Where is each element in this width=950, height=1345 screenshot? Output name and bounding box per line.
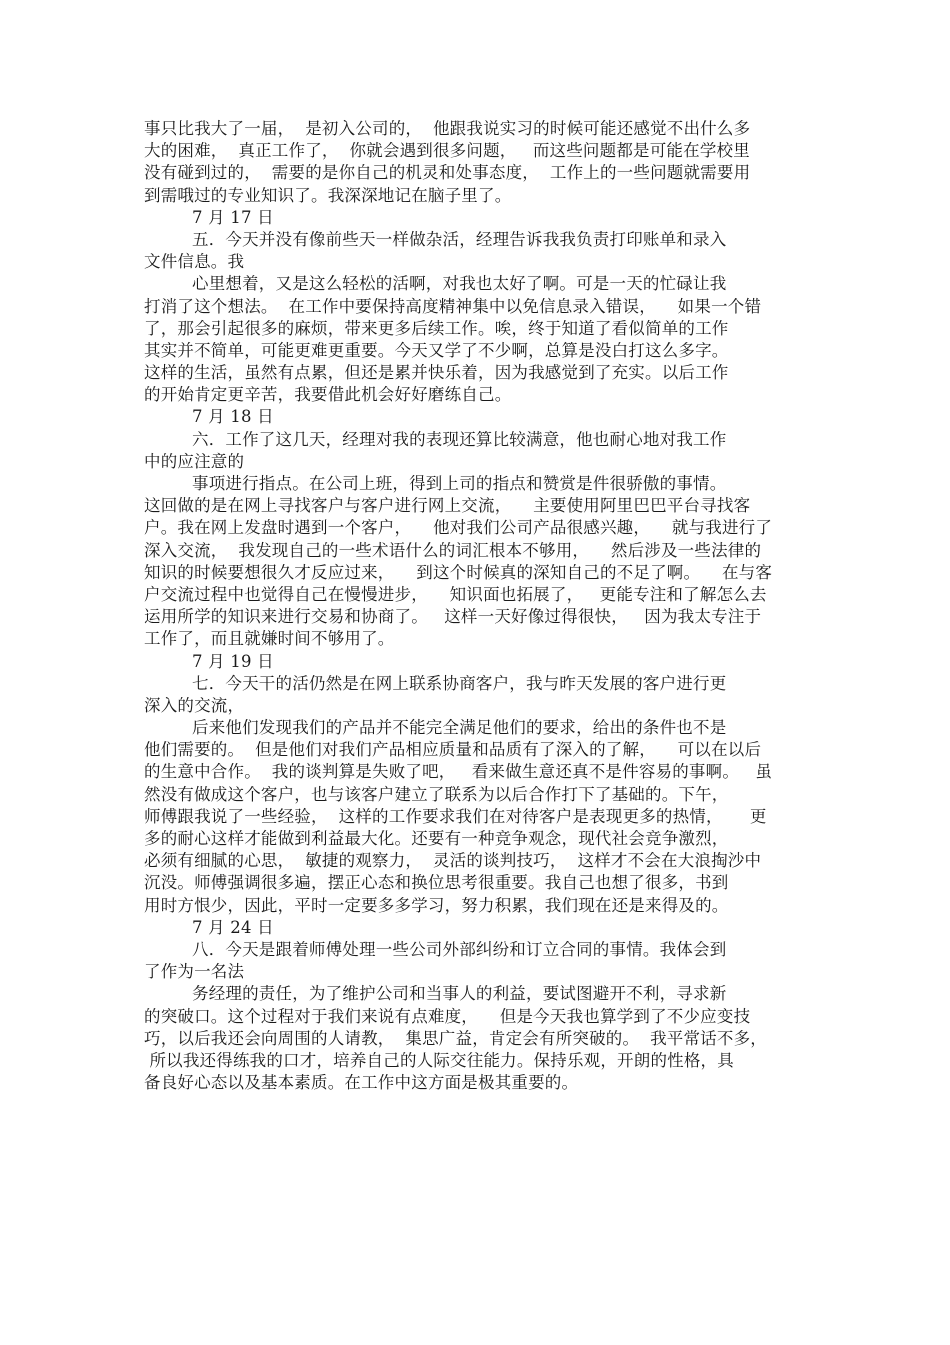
text-line: 多的耐心这样才能做到利益最大化。还要有一种竞争观念，现代社会竞争激烈， [144, 829, 729, 848]
text-line: 知识的时候要想很久才反应过来， 到这个时候真的深知自己的不足了啊。 在与客 [144, 562, 773, 582]
text-line: 了作为一名法 [144, 962, 245, 982]
text-line: 巧，以后我还会向周围的人请教， 集思广益，肯定会有所突破的。 我平常话不多， [144, 1028, 767, 1048]
date-heading: 7 月 24 日 [192, 917, 274, 937]
text-line: 这回做的是在网上寻找客户与客户进行网上交流， 主要使用阿里巴巴平台寻找客 [144, 496, 751, 516]
text-line: 沉没。师傅强调很多遍，摆正心态和换位思考很重要。我自己也想了很多，书到 [144, 873, 729, 893]
text-line: 深入的交流， [144, 695, 245, 715]
text-line: 备良好心态以及基本素质。在工作中这方面是极其重要的。 [144, 1073, 579, 1093]
text-line: 五．今天并没有像前些天一样做杂活，经理告诉我我负责打印账单和录入 [192, 229, 727, 249]
text-line: 了，那会引起很多的麻烦，带来更多后续工作。唉，终于知道了看似简单的工作 [144, 318, 729, 338]
text-line: 后来他们发现我们的产品并不能完全满足他们的要求，给出的条件也不是 [192, 718, 727, 738]
date-heading: 7 月 19 日 [192, 651, 274, 671]
text-line: 中的应注意的 [144, 451, 245, 471]
text-line: 打消了这个想法。 在工作中要保持高度精神集中以免信息录入错误， 如果一个错 [144, 296, 762, 316]
date-heading: 7 月 18 日 [192, 407, 274, 427]
text-line: 到需哦过的专业知识了。我深深地记在脑子里了。 [144, 185, 512, 205]
text-line: 运用所学的知识来进行交易和协商了。 这样一天好像过得很快， 因为我太专注于 [144, 607, 762, 627]
text-line: 他们需要的。 但是他们对我们产品相应质量和品质有了深入的了解， 可以在以后 [144, 740, 762, 760]
text-line: 师傅跟我说了一些经验， 这样的工作要求我们在对待客户是表现更多的热情， 更 [144, 806, 767, 826]
text-line: 事只比我大了一届， 是初入公司的， 他跟我说实习的时候可能还感觉不出什么多 [144, 119, 751, 138]
text-line: 七．今天干的活仍然是在网上联系协商客户，我与昨天发展的客户进行更 [192, 673, 727, 693]
text-line: 工作了，而且就嫌时间不够用了。 [144, 629, 395, 649]
text-line: 心里想着，又是这么轻松的活啊，对我也太好了啊。可是一天的忙碌让我 [192, 274, 727, 294]
date-heading: 7 月 17 日 [192, 207, 274, 227]
text-line: 然没有做成这个客户，也与该客户建立了联系为以后合作打下了基础的。下午， [144, 784, 729, 804]
text-line: 六．工作了这几天，经理对我的表现还算比较满意，他也耐心地对我工作 [192, 429, 727, 449]
text-line: 文件信息。我 [144, 252, 245, 272]
text-line: 所以我还得练我的口才，培养自己的人际交往能力。保持乐观，开朗的性格，具 [144, 1050, 734, 1070]
text-line: 八．今天是跟着师傅处理一些公司外部纠纷和订立合同的事情。我体会到 [192, 939, 727, 959]
text-line: 的突破口。这个过程对于我们来说有点难度， 但是今天我也算学到了不少应变技 [144, 1006, 751, 1026]
text-line: 深入交流， 我发现自己的一些术语什么的词汇根本不够用， 然后涉及一些法律的 [144, 540, 762, 560]
text-line: 的开始肯定更辛苦，我要借此机会好好磨练自己。 [144, 385, 512, 405]
text-line: 没有碰到过的， 需要的是你自己的机灵和处事态度， 工作上的一些问题就需要用 [144, 163, 751, 183]
text-line: 户。我在网上发盘时遇到一个客户， 他对我们公司产品很感兴趣， 就与我进行了 [144, 518, 773, 538]
text-line: 的生意中合作。 我的谈判算是失败了吧， 看来做生意还真不是件容易的事啊。 虽 [144, 762, 773, 782]
text-line: 户交流过程中也觉得自己在慢慢进步， 知识面也拓展了， 更能专注和了解怎么去 [144, 584, 767, 604]
text-line: 必须有细腻的心思， 敏捷的观察力， 灵活的谈判技巧， 这样才不会在大浪掏沙中 [144, 851, 762, 871]
text-line: 大的困难， 真正工作了， 你就会遇到很多问题， 而这些问题都是可能在学校里 [144, 141, 750, 161]
document-body [144, 118, 812, 1094]
text-line: 这样的生活，虽然有点累，但还是累并快乐着，因为我感觉到了充实。以后工作 [144, 363, 729, 383]
text-line: 事项进行指点。在公司上班，得到上司的指点和赞赏是件很骄傲的事情。 [192, 474, 727, 493]
text-line: 务经理的责任，为了维护公司和当事人的利益，要试图避开不利，寻求新 [192, 984, 727, 1004]
text-line: 其实并不简单，可能更难更重要。今天又学了不少啊，总算是没白打这么多字。 [144, 340, 729, 360]
text-line: 用时方恨少，因此，平时一定要多多学习，努力积累，我们现在还是来得及的。 [144, 895, 729, 915]
